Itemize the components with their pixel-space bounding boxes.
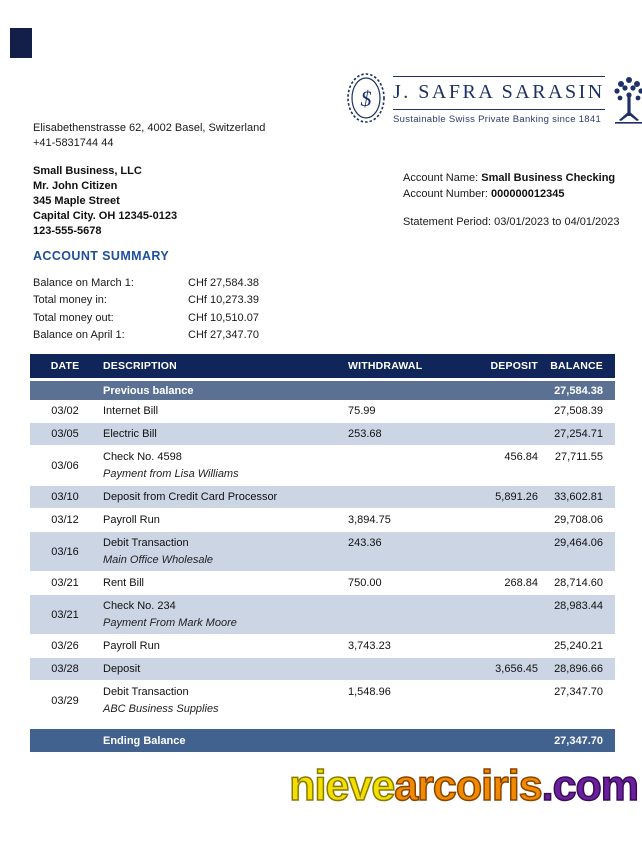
transaction-table — [30, 354, 615, 752]
site-watermark — [289, 762, 638, 811]
table-row — [30, 486, 615, 509]
cell-balance: 28,983.44 — [554, 600, 603, 612]
cell-withdrawal: 75.99 — [348, 405, 376, 417]
customer-street: 345 Maple Street — [33, 195, 120, 207]
cell-withdrawal — [348, 446, 460, 451]
cell-deposit: 5,891.26 — [495, 491, 538, 503]
cell-description — [100, 514, 348, 526]
cell-date: 03/02 — [51, 405, 79, 417]
table-row — [30, 532, 615, 572]
summary-value: CHf 10,510.07 — [188, 311, 259, 324]
cell-deposit: 268.84 — [504, 577, 538, 589]
table-row — [30, 635, 615, 658]
summary-row — [33, 292, 333, 310]
cell-deposit — [460, 532, 538, 537]
customer-city: Capital City. OH 12345-0123 — [33, 210, 178, 222]
crest-icon — [346, 72, 386, 129]
previous-balance-value: 27,584.38 — [554, 384, 603, 397]
cell-balance: 27,347.70 — [554, 686, 603, 698]
cell-date: 03/05 — [51, 428, 79, 440]
cell-description — [100, 577, 348, 589]
cell-withdrawal: 243.36 — [348, 537, 382, 549]
customer-contact: Mr. John Citizen — [33, 180, 118, 192]
account-summary — [33, 274, 333, 344]
table-row — [30, 595, 615, 635]
customer-address-block — [33, 164, 177, 239]
watermark-part-2: arcoiris — [394, 762, 542, 810]
transaction-description: Check No. 234 — [103, 600, 176, 612]
cell-description — [100, 491, 348, 503]
cell-balance: 27,711.55 — [554, 451, 603, 463]
cell-description — [100, 681, 348, 715]
account-name-value: Small Business Checking — [481, 172, 616, 184]
ending-balance-label: Ending Balance — [103, 734, 186, 747]
cell-date: 03/29 — [51, 694, 79, 707]
summary-row — [33, 274, 333, 292]
cell-balance: 29,464.06 — [554, 537, 603, 549]
table-row — [30, 572, 615, 595]
cell-date: 03/21 — [51, 577, 79, 589]
table-row — [30, 423, 615, 446]
cell-withdrawal: 750.00 — [348, 577, 382, 589]
cell-withdrawal: 1,548.96 — [348, 686, 391, 698]
ending-balance-row — [30, 729, 615, 752]
cell-description — [100, 428, 348, 440]
cell-deposit — [460, 681, 538, 686]
summary-value: CHf 27,584.38 — [188, 276, 259, 289]
cell-description — [100, 532, 348, 566]
table-row — [30, 446, 615, 486]
cell-balance: 29,708.06 — [554, 514, 603, 526]
cell-deposit: 3,656.45 — [495, 663, 538, 675]
table-row — [30, 509, 615, 532]
header-description: DESCRIPTION — [103, 360, 177, 372]
summary-row — [33, 309, 333, 327]
transaction-rows — [30, 400, 615, 721]
transaction-note: Payment From Mark Moore — [103, 617, 237, 629]
cell-description — [100, 640, 348, 652]
cell-withdrawal — [348, 595, 460, 600]
header-balance: BALANCE — [550, 360, 603, 372]
cell-date: 03/21 — [51, 608, 79, 621]
statement-period-value: 03/01/2023 to 04/01/2023 — [494, 216, 620, 228]
table-row — [30, 400, 615, 423]
transaction-description: Payroll Run — [103, 640, 160, 652]
ending-balance-value: 27,347.70 — [554, 734, 603, 747]
summary-label: Balance on March 1: — [33, 276, 134, 289]
summary-row — [33, 327, 333, 345]
watermark-part-1: nieve — [289, 762, 395, 810]
transaction-note: ABC Business Supplies — [103, 703, 219, 715]
cell-date: 03/26 — [51, 640, 79, 652]
cell-withdrawal: 3,743.23 — [348, 640, 391, 652]
customer-name: Small Business, LLC — [33, 165, 142, 177]
bank-address: Elisabethenstrasse 62, 4002 Basel, Switzerland — [33, 122, 266, 134]
transaction-description: Internet Bill — [103, 405, 159, 417]
watermark-part-3: .com — [541, 762, 638, 810]
cell-description — [100, 663, 348, 675]
transaction-description: Electric Bill — [103, 428, 157, 440]
account-number-line — [403, 187, 620, 203]
statement-period-label: Statement Period: — [403, 216, 495, 228]
bank-phone: +41-5831744 44 — [33, 137, 114, 149]
account-summary-title: ACCOUNT SUMMARY — [33, 249, 170, 263]
cell-description — [100, 405, 348, 417]
cell-date: 03/06 — [51, 459, 79, 472]
header-deposit: DEPOSIT — [490, 360, 538, 372]
transaction-note: Main Office Wholesale — [103, 554, 214, 566]
cell-withdrawal: 3,894.75 — [348, 514, 391, 526]
svg-text:$: $ — [360, 86, 372, 111]
cell-date: 03/12 — [51, 514, 79, 526]
summary-label: Total money in: — [33, 294, 107, 307]
cell-date: 03/10 — [51, 491, 79, 503]
cell-balance: 28,714.60 — [554, 577, 603, 589]
header-withdrawal: WITHDRAWAL — [348, 360, 423, 372]
cell-balance: 33,602.81 — [554, 491, 603, 503]
table-header-row — [30, 354, 615, 378]
transaction-description: Rent Bill — [103, 577, 144, 589]
account-name-line — [403, 171, 620, 187]
summary-value: CHf 27,347.70 — [188, 329, 259, 342]
transaction-description: Payroll Run — [103, 514, 160, 526]
table-row — [30, 658, 615, 681]
transaction-description: Debit Transaction — [103, 537, 189, 549]
cell-description — [100, 446, 348, 480]
previous-balance-row — [30, 381, 615, 400]
summary-label: Total money out: — [33, 311, 114, 324]
transaction-description: Deposit — [103, 663, 141, 675]
transaction-note: Payment from Lisa Williams — [103, 468, 239, 480]
cell-description — [100, 595, 348, 629]
bank-name: J. SAFRA SARASIN — [393, 81, 605, 103]
cell-withdrawal: 253.68 — [348, 428, 382, 440]
cell-balance: 27,254.71 — [554, 428, 603, 440]
cell-balance: 27,508.39 — [554, 405, 603, 417]
cell-balance: 25,240.21 — [554, 640, 603, 652]
cell-deposit: 456.84 — [504, 451, 538, 463]
summary-label: Balance on April 1: — [33, 329, 125, 342]
account-number-value: 000000012345 — [491, 187, 565, 200]
cell-date: 03/28 — [51, 663, 79, 675]
brand-text-block — [393, 76, 605, 125]
corner-mark — [10, 28, 32, 58]
transaction-description: Check No. 4598 — [103, 451, 182, 463]
bank-logo — [346, 72, 634, 129]
previous-balance-label: Previous balance — [103, 384, 194, 397]
cell-date: 03/16 — [51, 545, 79, 558]
account-name-label: Account Name: — [403, 172, 482, 184]
statement-period-line — [403, 215, 620, 231]
cell-balance: 28,896.66 — [554, 663, 603, 675]
tree-icon — [612, 72, 642, 129]
account-number-label: Account Number: — [403, 187, 492, 200]
transaction-description: Debit Transaction — [103, 686, 189, 698]
table-row — [30, 681, 615, 721]
summary-value: CHf 10,273.39 — [188, 294, 259, 307]
header-date: DATE — [50, 360, 80, 372]
transaction-description: Deposit from Credit Card Processor — [103, 491, 278, 503]
bank-tagline: Sustainable Swiss Private Banking since 1841 — [393, 114, 602, 125]
customer-phone: 123-555-5678 — [33, 225, 102, 237]
account-info-block — [403, 171, 620, 231]
bank-address-block — [33, 121, 265, 151]
cell-deposit — [460, 595, 538, 600]
